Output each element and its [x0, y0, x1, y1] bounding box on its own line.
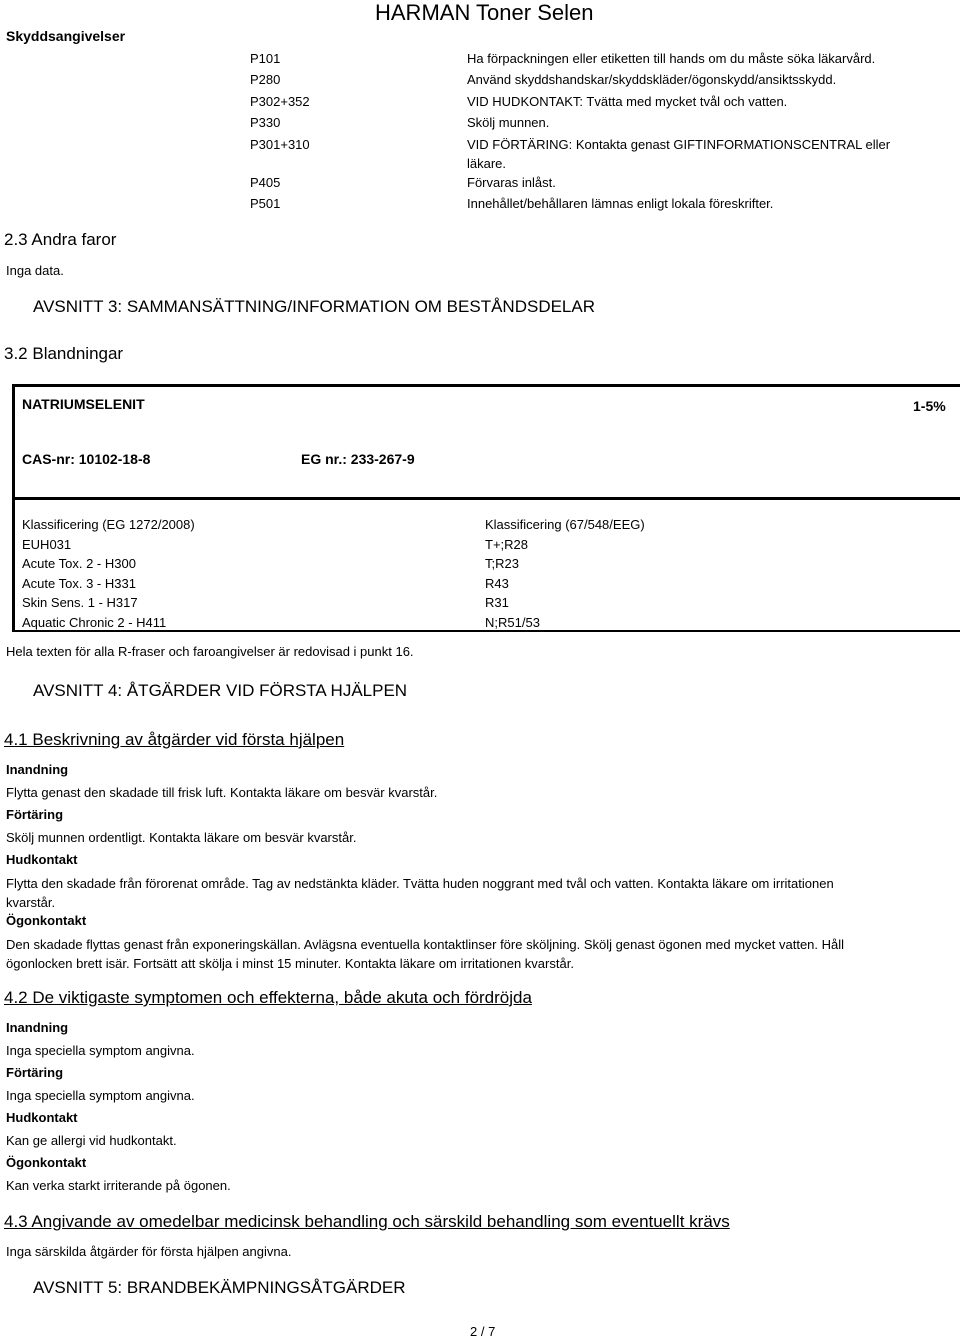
- first-aid-label-eyes: Ögonkontakt: [6, 913, 87, 928]
- clp-item: EUH031: [22, 537, 72, 552]
- section5-title: AVSNITT 5: BRANDBEKÄMPNINGSÅTGÄRDER: [33, 1278, 406, 1297]
- section4-title: AVSNITT 4: ÅTGÄRDER VID FÖRSTA HJÄLPEN: [33, 681, 408, 700]
- first-aid-text-skin: Flytta den skadade från förorenat område. Tag av nedstänkta kläder. Tvätta huden noggrant med tvål och vatten. Kontakta läkare om irritationen kvarstår.: [6, 876, 834, 910]
- symptom-label-ingestion: Förtäring: [6, 1065, 64, 1080]
- ec-value: : 233-267-9: [342, 451, 415, 467]
- section3-subheading: 3.2 Blandningar: [4, 344, 124, 363]
- substance-box-divider: [12, 497, 960, 500]
- clp-item: Aquatic Chronic 2 - H411: [22, 615, 167, 630]
- precaution-code: P280: [250, 72, 281, 87]
- precaution-text: Förvaras inlåst.: [467, 175, 556, 190]
- section4-sub3-text: Inga särskilda åtgärder för första hjälpen angivna.: [6, 1244, 292, 1259]
- precaution-code: P501: [250, 196, 281, 211]
- precaution-code: P302+352: [250, 94, 310, 109]
- clp-item: Acute Tox. 2 - H300: [22, 556, 136, 571]
- product-title: HARMAN Toner Selen: [375, 0, 594, 25]
- symptom-label-skin: Hudkontakt: [6, 1110, 78, 1125]
- ec-label: EG nr.: [301, 451, 343, 467]
- symptom-label-eyes: Ögonkontakt: [6, 1155, 87, 1170]
- clp-heading: Klassificering (EG 1272/2008): [22, 517, 195, 532]
- first-aid-text-eyes: Den skadade flyttas genast från exponeringskällan. Avlägsna eventuella kontaktlinser före sköljning. Skölj genast ögonen med mycket vatten. Håll ögonlocken brett isär. Fortsätt att skölja i minst 15 minuter. Kontakta läkare om irritationen kvarstår.: [6, 937, 845, 971]
- precaution-text: Använd skyddshandskar/skyddskläder/ögonskydd/ansiktsskydd.: [467, 72, 837, 87]
- symptom-text-skin: Kan ge allergi vid hudkontakt.: [6, 1133, 177, 1148]
- dsd-item: N;R51/53: [485, 615, 540, 630]
- first-aid-label-ingestion: Förtäring: [6, 807, 64, 822]
- dsd-heading: Klassificering (67/548/EEG): [485, 517, 645, 532]
- dsd-item: R31: [485, 595, 509, 610]
- precaution-text: Skölj munnen.: [467, 115, 550, 130]
- precaution-code: P330: [250, 115, 281, 130]
- first-aid-label-skin: Hudkontakt: [6, 852, 78, 867]
- dsd-item: T;R23: [485, 556, 519, 571]
- precaution-text: Innehållet/behållaren lämnas enligt lokala föreskrifter.: [467, 196, 774, 211]
- first-aid-label-inhalation: Inandning: [6, 762, 69, 777]
- precaution-text: VID FÖRTÄRING: Kontakta genast GIFTINFORMATIONSCENTRAL eller: [467, 137, 891, 152]
- symptom-text-ingestion: Inga speciella symptom angivna.: [6, 1088, 195, 1103]
- substance-concentration: 1-5%: [913, 398, 946, 414]
- other-hazards-text: Inga data.: [6, 263, 64, 278]
- section4-sub3: 4.3 Angivande av omedelbar medicinsk behandling och särskild behandling som eventuellt krävs: [4, 1212, 730, 1231]
- precaution-code: P405: [250, 175, 281, 190]
- first-aid-text-inhalation: Flytta genast den skadade till frisk luft. Kontakta läkare om besvär kvarstår.: [6, 785, 438, 800]
- section4-sub2: 4.2 De viktigaste symptomen och effekterna, både akuta och fördröjda: [4, 988, 532, 1007]
- section-label: Skyddsangivelser: [6, 28, 126, 44]
- symptom-label-inhalation: Inandning: [6, 1020, 69, 1035]
- substance-name: NATRIUMSELENIT: [22, 396, 145, 412]
- first-aid-text-ingestion: Skölj munnen ordentligt. Kontakta läkare om besvär kvarstår.: [6, 830, 357, 845]
- precaution-code: P301+310: [250, 137, 310, 152]
- precaution-text: Ha förpackningen eller etiketten till hands om du måste söka läkarvård.: [467, 51, 876, 66]
- substance-ec: [301, 451, 415, 467]
- symptom-text-inhalation: Inga speciella symptom angivna.: [6, 1043, 195, 1058]
- section3-title: AVSNITT 3: SAMMANSÄTTNING/INFORMATION OM BESTÅNDSDELAR: [33, 297, 596, 316]
- clp-item: Acute Tox. 3 - H331: [22, 576, 136, 591]
- precaution-text: VID HUDKONTAKT: Tvätta med mycket tvål och vatten.: [467, 94, 788, 109]
- other-hazards-heading: 2.3 Andra faror: [4, 230, 117, 249]
- section4-sub1: 4.1 Beskrivning av åtgärder vid första hjälpen: [4, 730, 345, 749]
- symptom-text-eyes: Kan verka starkt irriterande på ögonen.: [6, 1178, 231, 1193]
- page-number: 2 / 7: [470, 1324, 496, 1339]
- dsd-item: T+;R28: [485, 537, 528, 552]
- precaution-code: P101: [250, 51, 281, 66]
- substance-cas: CAS-nr: 10102-18-8: [22, 451, 151, 467]
- precaution-text-continued: läkare.: [467, 156, 507, 171]
- dsd-item: R43: [485, 576, 509, 591]
- section3-footnote: Hela texten för alla R-fraser och faroangivelser är redovisad i punkt 16.: [6, 644, 414, 659]
- clp-item: Skin Sens. 1 - H317: [22, 595, 138, 610]
